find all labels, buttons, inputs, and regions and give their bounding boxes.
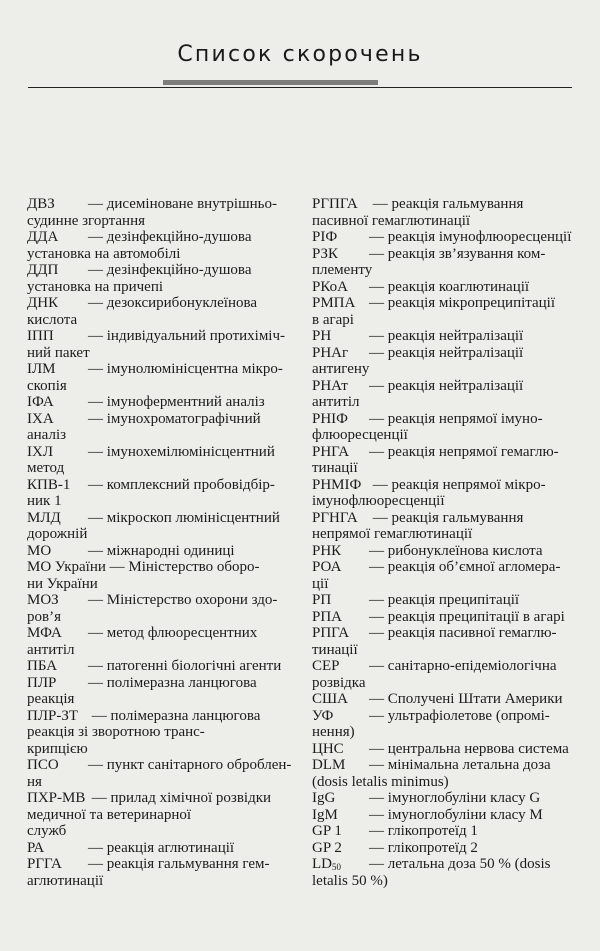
abbreviation-text: РГПГА	[312, 196, 358, 212]
definition-line: — Сполучені Штати Америки	[369, 691, 563, 707]
abbreviation-term	[27, 543, 88, 560]
abbreviation-text: РНК	[312, 542, 342, 559]
abbreviation-term	[27, 708, 88, 725]
abbreviation-entry	[312, 658, 582, 691]
abbreviation-text: РНМІФ	[312, 476, 362, 493]
definition-line: ня	[27, 773, 42, 790]
abbreviation-text: РМПА	[312, 295, 356, 311]
abbreviation-text: IgG	[312, 790, 336, 806]
abbreviation-entry	[312, 790, 582, 807]
abbreviation-text: США	[312, 691, 348, 707]
definition-line: — дезоксирибонуклеїнова	[88, 295, 258, 311]
abbreviation-entry	[312, 543, 582, 560]
abbreviation-term	[27, 361, 88, 378]
definition-line: — патогенні біологічні агенти	[88, 658, 282, 674]
abbreviation-entry	[27, 444, 302, 477]
abbreviation-term	[27, 444, 88, 461]
abbreviation-text: МО	[27, 542, 52, 559]
definition-line: флюоресценції	[312, 427, 408, 443]
definition-line: — полімеразна ланцюгова	[88, 674, 257, 691]
abbreviation-text: РНАг	[312, 344, 349, 361]
definition-line: — імунолюмінісцентна мікро-	[88, 361, 283, 377]
abbreviation-text: ПСО	[27, 757, 59, 773]
definition-line: — дисеміноване внутрішньо-	[88, 196, 278, 212]
abbreviation-text: МЛД	[27, 509, 61, 526]
abbreviation-entry	[312, 328, 582, 345]
abbreviation-entry	[312, 246, 582, 279]
abbreviation-entry	[27, 790, 302, 840]
abbreviation-entry	[312, 840, 582, 857]
definition-line: — імуноферментний аналіз	[88, 394, 265, 410]
abbreviation-term	[312, 790, 369, 807]
abbreviation-entry	[312, 411, 582, 444]
abbreviation-term	[312, 807, 369, 824]
abbreviation-entry	[312, 757, 582, 790]
abbreviation-text: РНГА	[312, 443, 350, 460]
abbreviation-entry	[312, 691, 582, 708]
abbreviation-term	[312, 741, 369, 758]
abbreviation-subscript: 50	[332, 862, 341, 872]
abbreviation-term	[312, 196, 369, 213]
abbreviation-term	[312, 246, 369, 263]
definition-line: ни України	[27, 575, 98, 592]
abbreviation-text: ІЛМ	[27, 361, 56, 377]
definition-line: непрямої гемаглютинації	[312, 526, 473, 542]
abbreviation-entry	[27, 757, 302, 790]
abbreviation-entry	[312, 345, 582, 378]
definition-line: пасивної гемаглютинації	[312, 212, 471, 229]
abbreviation-text: GP 1	[312, 823, 342, 839]
definition-line: — мінімальна летальна доза	[369, 757, 551, 773]
abbreviation-text: ПХР-МВ	[27, 790, 86, 806]
definition-line: — ультрафіолетове (опромі-	[369, 707, 550, 724]
abbreviation-text: РКоА	[312, 278, 348, 295]
abbreviation-term	[27, 510, 88, 527]
abbreviation-term	[27, 229, 88, 246]
abbreviation-entry	[312, 444, 582, 477]
abbreviation-entry	[27, 328, 302, 361]
abbreviation-term	[312, 477, 369, 494]
definition-line: (dosis letalis minimus)	[312, 773, 449, 790]
definition-line: тинації	[312, 641, 358, 658]
definition-line: установка на автомобілі	[27, 245, 181, 262]
definition-line: ник 1	[27, 493, 62, 509]
definition-line: — глікопротеїд 2	[369, 839, 478, 856]
definition-line: — метод флюоресцентних	[88, 625, 258, 641]
abbreviation-text: МО України	[27, 559, 106, 575]
abbreviation-entry	[312, 559, 582, 592]
abbreviation-term	[27, 658, 88, 675]
definition-line: — комплексний пробовідбір-	[88, 476, 275, 493]
abbreviation-text: ПЛР	[27, 674, 57, 691]
definition-line: — летальна доза 50 % (dosis	[369, 856, 551, 872]
abbreviation-term	[27, 625, 88, 642]
abbreviation-term	[312, 609, 369, 626]
definition-line: — рибонуклеїнова кислота	[369, 542, 543, 559]
definition-line: метод	[27, 460, 65, 476]
definition-line: тинації	[312, 460, 358, 476]
definition-line: судинне згортання	[27, 212, 145, 229]
definition-line: — реакція непрямої імуно-	[369, 410, 543, 427]
definition-line: служб	[27, 823, 67, 839]
abbreviation-term	[27, 328, 88, 345]
abbreviation-text: РОА	[312, 559, 342, 575]
abbreviation-entry	[27, 856, 302, 889]
definition-line: кислота	[27, 311, 78, 328]
abbreviation-entry	[312, 279, 582, 296]
abbreviation-text: МОЗ	[27, 592, 59, 608]
definition-line: — реакція об’ємної агломера-	[369, 559, 561, 575]
definition-line: — полімеразна ланцюгова	[88, 707, 261, 724]
abbreviation-text: ДВЗ	[27, 196, 55, 212]
definition-line: — міжнародні одиниці	[88, 542, 235, 559]
abbreviation-text: РПГА	[312, 625, 350, 641]
definition-line: — прилад хімічної розвідки	[88, 790, 272, 806]
abbreviation-text: КПВ-1	[27, 476, 71, 493]
abbreviation-text: GP 2	[312, 839, 342, 856]
definition-line: — імунохроматографічний	[88, 410, 261, 427]
abbreviation-text: СЕР	[312, 658, 340, 674]
abbreviation-term	[312, 543, 369, 560]
abbreviation-entry	[312, 510, 582, 543]
definition-line: — імуноглобуліни класу G	[369, 790, 541, 806]
abbreviation-term	[27, 295, 88, 312]
abbreviation-term	[312, 411, 369, 428]
abbreviations-right-column	[312, 196, 582, 889]
abbreviation-entry	[27, 295, 302, 328]
definition-line: — реакція непрямої мікро-	[369, 476, 546, 493]
abbreviation-term	[27, 559, 106, 576]
definition-line: медичної та ветеринарної	[27, 806, 192, 823]
title-rule-accent	[163, 80, 378, 85]
definition-line: установка на причепі	[27, 278, 164, 295]
page-title: Список скорочень	[177, 42, 423, 67]
abbreviation-text: ІПП	[27, 328, 54, 344]
abbreviation-term	[27, 856, 88, 873]
definition-line: — реакція пасивної гемаглю-	[369, 625, 557, 641]
abbreviation-entry	[27, 625, 302, 658]
abbreviation-term	[312, 378, 369, 395]
abbreviation-entry	[27, 592, 302, 625]
abbreviation-text: ДДП	[27, 262, 59, 278]
abbreviation-entry	[312, 609, 582, 626]
abbreviation-term	[312, 708, 369, 725]
abbreviation-entry	[27, 411, 302, 444]
abbreviation-term	[27, 262, 88, 279]
abbreviation-text: МФА	[27, 625, 62, 641]
abbreviation-term	[312, 559, 369, 576]
abbreviation-entry	[27, 658, 302, 675]
abbreviation-text: DLM	[312, 757, 346, 773]
definition-line: — реакція нейтралізації	[369, 328, 524, 344]
abbreviation-term	[27, 477, 88, 494]
abbreviation-entry	[27, 559, 302, 592]
definition-line: — реакція зв’язування ком-	[369, 245, 546, 262]
abbreviation-entry	[27, 229, 302, 262]
definition-line: — реакція преципітації в агарі	[369, 608, 565, 625]
abbreviation-entry	[27, 196, 302, 229]
abbreviation-entry	[27, 708, 302, 758]
abbreviation-entry	[312, 708, 582, 741]
definition-line: — глікопротеїд 1	[369, 823, 478, 839]
abbreviation-text: РІФ	[312, 229, 338, 245]
abbreviation-entry	[27, 675, 302, 708]
abbreviation-term	[27, 394, 88, 411]
definition-line: — реакція мікропреципітації	[369, 295, 556, 311]
definition-line: — реакція гальмування	[369, 509, 524, 526]
definition-line: — центральна нервова система	[369, 740, 569, 757]
definition-line: — реакція гальмування	[369, 196, 524, 212]
abbreviation-term	[312, 279, 369, 296]
definition-line: антитіл	[312, 394, 360, 410]
abbreviation-term	[312, 295, 369, 312]
abbreviation-term	[312, 691, 369, 708]
abbreviation-text: ІФА	[27, 394, 54, 410]
abbreviation-term	[312, 229, 369, 246]
definition-line: аналіз	[27, 427, 67, 443]
abbreviation-text: ДНК	[27, 295, 59, 311]
abbreviation-entry	[312, 477, 582, 510]
abbreviation-entry	[312, 295, 582, 328]
definition-line: — санітарно-епідеміологічна	[369, 658, 557, 674]
abbreviation-text: РА	[27, 839, 45, 856]
abbreviation-entry	[312, 592, 582, 609]
definition-line: скопія	[27, 377, 67, 394]
abbreviation-text: ІХЛ	[27, 443, 54, 460]
abbreviation-entry	[312, 196, 582, 229]
abbreviation-text: LD	[312, 856, 332, 872]
definition-line: — дезінфекційно-душова	[88, 229, 252, 245]
abbreviation-term	[312, 757, 369, 774]
definition-line: letalis 50 %)	[312, 872, 388, 889]
abbreviation-term	[312, 840, 369, 857]
definition-line: антитіл	[27, 641, 75, 658]
abbreviation-text: УФ	[312, 707, 334, 724]
definition-line: — Міністерство охорони здо-	[88, 592, 278, 608]
definition-line: — реакція імунофлюоресценції	[369, 229, 572, 245]
abbreviation-term	[27, 840, 88, 857]
abbreviation-term	[312, 345, 369, 362]
definition-line: ров’я	[27, 608, 61, 625]
abbreviation-term	[27, 790, 88, 807]
abbreviation-text: РНІФ	[312, 410, 349, 427]
definition-line: крипцією	[27, 740, 88, 757]
definition-line: — індивідуальний протихіміч-	[88, 328, 286, 344]
abbreviation-text: ІХА	[27, 410, 54, 427]
abbreviation-term	[312, 444, 369, 461]
abbreviation-term	[27, 757, 88, 774]
abbreviation-text: РГГА	[27, 856, 62, 872]
definition-line: в агарі	[312, 311, 354, 328]
definition-line: антигену	[312, 361, 370, 377]
definition-line: — реакція коаглютинації	[369, 278, 530, 295]
abbreviation-term	[27, 592, 88, 609]
definition-line: — мікроскоп люмінісцентний	[88, 509, 280, 526]
abbreviation-term	[27, 675, 88, 692]
abbreviation-term	[312, 823, 369, 840]
definition-line: — імуноглобуліни класу M	[369, 806, 543, 823]
abbreviation-entry	[312, 378, 582, 411]
definition-line: — реакція нейтралізації	[369, 377, 524, 394]
abbreviation-entry	[312, 823, 582, 840]
definition-line: дорожній	[27, 526, 88, 542]
abbreviation-term	[312, 658, 369, 675]
abbreviation-entry	[312, 625, 582, 658]
abbreviation-term	[27, 196, 88, 213]
definition-line: — реакція гальмування гем-	[88, 856, 270, 872]
abbreviation-entry	[27, 477, 302, 510]
abbreviations-left-column	[27, 196, 302, 889]
abbreviation-text: РЗК	[312, 245, 339, 262]
definition-line: реакція	[27, 691, 75, 707]
abbreviation-term	[312, 856, 369, 873]
definition-line: ний пакет	[27, 344, 90, 361]
abbreviation-term	[27, 411, 88, 428]
definition-line: розвідка	[312, 674, 366, 691]
definition-line: нення)	[312, 724, 355, 740]
definition-line: ції	[312, 575, 329, 592]
abbreviation-text: IgM	[312, 806, 338, 823]
abbreviation-text: ПЛР-ЗТ	[27, 707, 79, 724]
abbreviation-text: ЦНС	[312, 740, 344, 757]
abbreviation-term	[312, 328, 369, 345]
definition-line: — реакція непрямої гемаглю-	[369, 443, 559, 460]
abbreviation-entry	[27, 394, 302, 411]
definition-line: — реакція нейтралізації	[369, 344, 524, 361]
abbreviation-text: РН	[312, 328, 332, 344]
definition-line: — імунохемілюмінісцентний	[88, 443, 275, 460]
abbreviation-entry	[312, 807, 582, 824]
abbreviation-entry	[27, 262, 302, 295]
definition-line: аглютинації	[27, 872, 104, 889]
definition-line: — реакція преципітації	[369, 592, 520, 608]
abbreviation-entry	[27, 840, 302, 857]
abbreviation-text: РНАт	[312, 377, 348, 394]
abbreviation-text: РП	[312, 592, 332, 608]
abbreviation-text: РПА	[312, 608, 343, 625]
abbreviation-entry	[312, 741, 582, 758]
abbreviation-text: ДДА	[27, 229, 59, 245]
abbreviation-term	[312, 510, 369, 527]
abbreviation-entry	[312, 856, 582, 889]
definition-line: імунофлюоресценції	[312, 493, 445, 509]
abbreviation-term	[312, 625, 369, 642]
definition-line: — дезінфекційно-душова	[88, 262, 252, 278]
definition-line: плементу	[312, 262, 373, 278]
abbreviation-term	[312, 592, 369, 609]
abbreviation-entry	[27, 543, 302, 560]
title-rule	[28, 87, 572, 88]
definition-line: — реакція аглютинації	[88, 839, 235, 856]
abbreviation-text: РГНГА	[312, 509, 358, 526]
abbreviation-entry	[27, 510, 302, 543]
definition-line: — пункт санітарного оброблен-	[88, 757, 292, 773]
abbreviation-entry	[312, 229, 582, 246]
abbreviation-entry	[27, 361, 302, 394]
definition-line: реакція зі зворотною транс-	[27, 724, 205, 740]
definition-line: — Міністерство оборо-	[105, 559, 260, 575]
abbreviation-text: ПБА	[27, 658, 58, 674]
